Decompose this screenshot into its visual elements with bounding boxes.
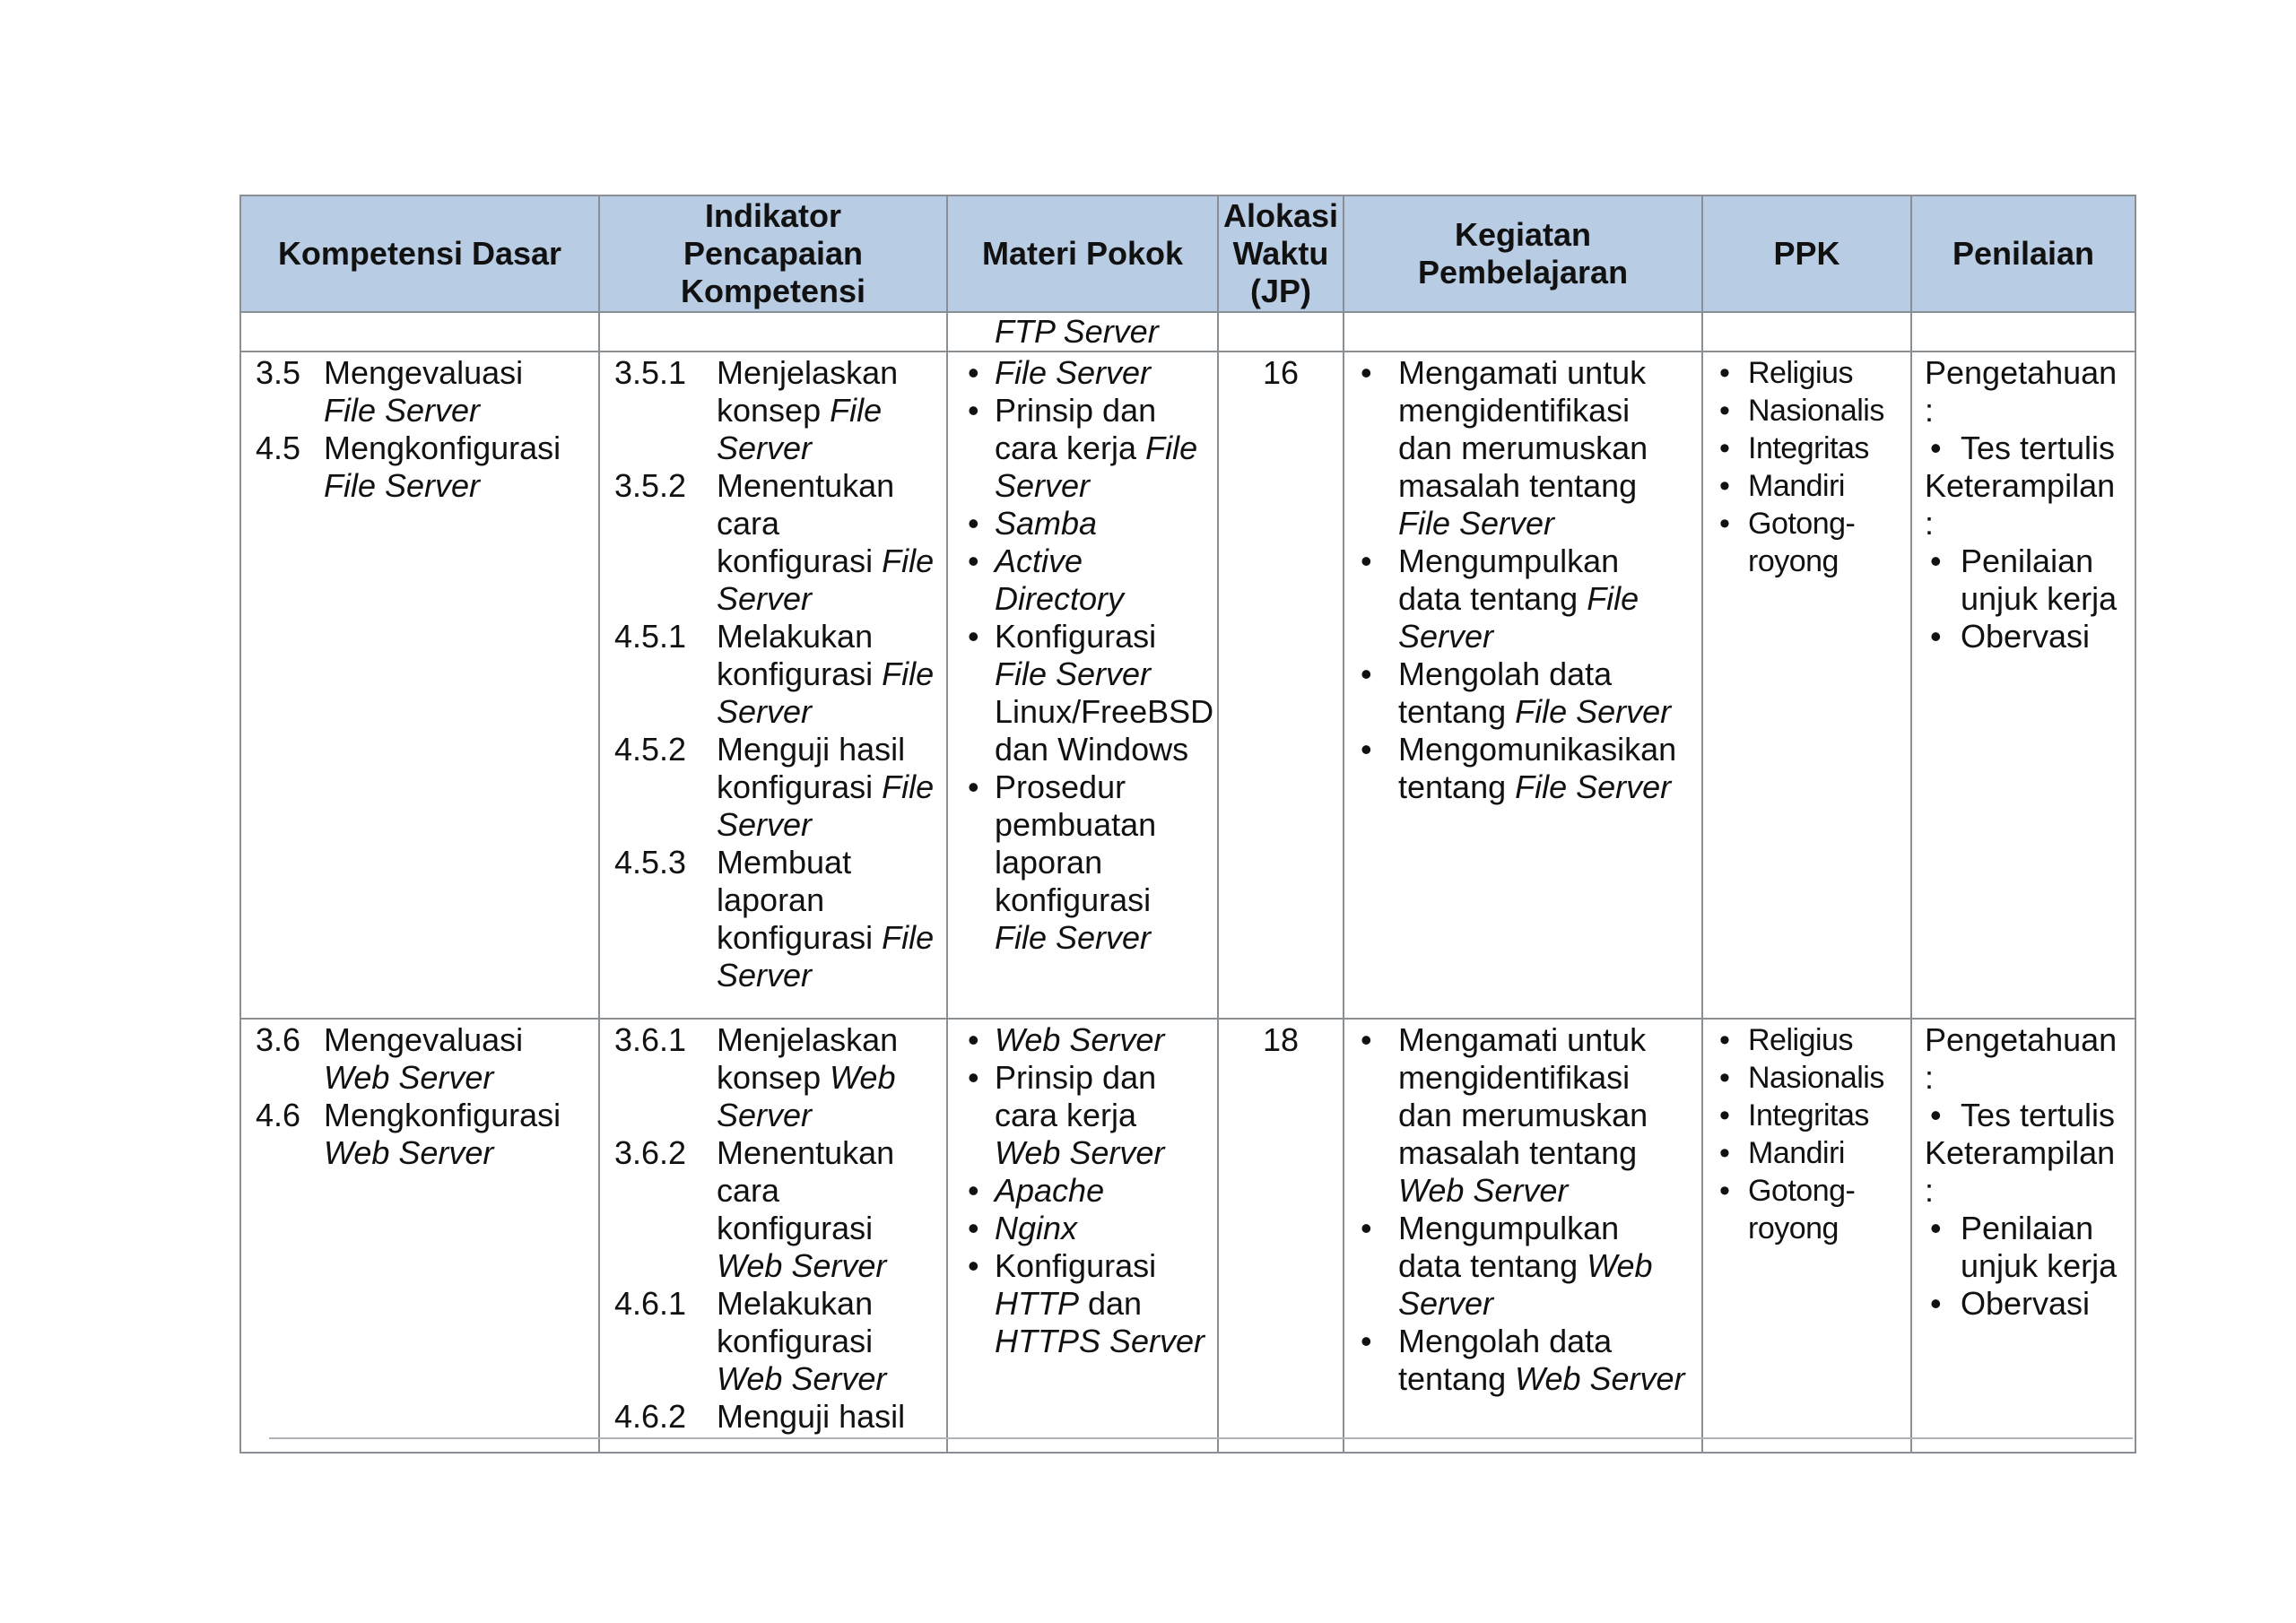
cell-ppk <box>1702 352 1911 1019</box>
penilaian-pengetahuan-label: Pengetahuan <box>1925 1021 2118 1058</box>
materi-item <box>962 1021 1206 1059</box>
syllabus-table <box>239 195 2136 1454</box>
kd-number: 3.6 <box>256 1021 301 1058</box>
indikator-desc: Menguji hasil <box>717 1398 906 1435</box>
pengetahuan-item: • Tes tertulis <box>1925 430 2124 467</box>
indikator-item <box>614 1398 935 1436</box>
ppk-item: • Gotong-royong <box>1709 505 1900 580</box>
kd-number: 3.5 <box>256 354 301 391</box>
materi-term: Active Directory <box>995 542 1125 617</box>
materi-item <box>962 542 1206 618</box>
kd-text <box>324 1021 587 1097</box>
indikator-desc: Menjelaskan konsep <box>717 354 899 429</box>
materi-desc: Konfigurasi <box>995 618 1157 655</box>
materi-desc: Prinsip dan cara kerja <box>995 1059 1157 1133</box>
indikator-desc: Menentukan cara konfigurasi <box>717 1134 895 1246</box>
indikator-text <box>717 1021 935 1134</box>
kegiatan-item <box>1355 1323 1691 1398</box>
pengetahuan-item: • Tes tertulis <box>1925 1097 2124 1134</box>
materi-term: File Server <box>995 354 1152 391</box>
materi-item <box>962 618 1214 768</box>
ppk-item: • Nasionalis <box>1709 392 1900 430</box>
continuation-cell-penilaian <box>1911 312 2135 352</box>
cell-kompetensi-dasar <box>240 1019 599 1453</box>
indikator-text <box>717 731 935 844</box>
indikator-number: 3.6.1 <box>614 1021 687 1058</box>
keterampilan-item: • Obervasi <box>1925 1285 2124 1323</box>
kd-item <box>256 354 587 430</box>
ppk-item: • Religius <box>1709 354 1900 392</box>
content-row <box>240 352 2135 1019</box>
kegiatan-item <box>1355 1021 1691 1210</box>
indikator-term: File Server <box>717 392 883 466</box>
indikator-term: File Server <box>717 919 935 994</box>
cell-alokasi-waktu <box>1218 1019 1344 1453</box>
kegiatan-item <box>1355 542 1691 655</box>
kegiatan-desc: Mengumpulkan data tentang <box>1398 542 1620 617</box>
indikator-term: File Server <box>717 768 935 843</box>
materi-desc: Prinsip dan cara kerja <box>995 392 1157 466</box>
cell-indikator <box>599 1019 947 1453</box>
kd-number: 4.5 <box>256 430 301 466</box>
kegiatan-term: Web Server <box>1398 1172 1569 1209</box>
materi-desc: Prosedur pembuatan laporan konfigurasi <box>995 768 1157 918</box>
alokasi-value: 16 <box>1262 354 1300 391</box>
kegiatan-desc: Mengamati untuk mengidentifikasi dan merumuskan masalah tentang <box>1398 1021 1648 1171</box>
materi-term: Web Server <box>995 1134 1165 1171</box>
footer-divider <box>269 1437 2133 1439</box>
content-row <box>240 1019 2135 1453</box>
materi-term: Apache <box>995 1172 1105 1209</box>
penilaian-pengetahuan-label: Pengetahuan <box>1925 354 2118 391</box>
kegiatan-item <box>1355 354 1691 542</box>
continuation-cell-ipk <box>599 312 947 352</box>
indikator-number: 3.5.2 <box>614 467 687 504</box>
continuation-materi-text: FTP Server <box>995 313 1159 350</box>
header-kegiatan: Kegiatan Pembelajaran <box>1344 195 1702 312</box>
kd-item <box>256 430 587 505</box>
materi-term: Nginx <box>995 1210 1078 1246</box>
continuation-cell-alokasi <box>1218 312 1344 352</box>
indikator-item <box>614 1285 935 1398</box>
materi-term: Web Server <box>995 1021 1165 1058</box>
penilaian-colon: : <box>1925 1172 1935 1209</box>
indikator-item <box>614 618 935 731</box>
materi-item <box>962 392 1206 505</box>
indikator-term: Web Server <box>717 1360 887 1397</box>
keterampilan-list <box>1925 542 2124 655</box>
indikator-desc: Menguji hasil konfigurasi <box>717 731 906 805</box>
kegiatan-desc: Mengolah data tentang <box>1398 1323 1613 1397</box>
materi-term: HTTP <box>995 1285 1079 1322</box>
materi-mid: dan <box>1079 1285 1143 1322</box>
indikator-item <box>614 844 935 994</box>
kd-text <box>324 354 587 430</box>
materi-list <box>962 1021 1206 1360</box>
kegiatan-list <box>1355 1021 1691 1398</box>
materi-item <box>962 1172 1206 1210</box>
penilaian-colon: : <box>1925 392 1935 429</box>
kegiatan-term: File Server <box>1515 693 1672 730</box>
kegiatan-item <box>1355 655 1691 731</box>
indikator-term: File Server <box>717 542 935 617</box>
header-alokasi-waktu: Alokasi Waktu (JP) <box>1218 195 1344 312</box>
indikator-text <box>717 467 935 618</box>
header-penilaian: Penilaian <box>1911 195 2135 312</box>
cell-kompetensi-dasar <box>240 352 599 1019</box>
ppk-list <box>1709 354 1900 580</box>
header-materi-pokok: Materi Pokok <box>947 195 1218 312</box>
indikator-item <box>614 1021 935 1134</box>
header-ppk: PPK <box>1702 195 1911 312</box>
continuation-cell-ppk <box>1702 312 1911 352</box>
indikator-item <box>614 354 935 467</box>
indikator-number: 3.5.1 <box>614 354 687 391</box>
indikator-number: 4.5.2 <box>614 731 687 768</box>
indikator-text <box>717 1134 935 1285</box>
ppk-item: • Nasionalis <box>1709 1059 1900 1097</box>
materi-item <box>962 1247 1206 1360</box>
cell-indikator <box>599 352 947 1019</box>
materi-item <box>962 1059 1206 1172</box>
indikator-term: File Server <box>717 655 935 730</box>
kd-verb: Mengevaluasi <box>324 354 524 391</box>
keterampilan-item: • Penilaian unjuk kerja <box>1925 542 2124 618</box>
kegiatan-desc: Mengolah data tentang <box>1398 655 1613 730</box>
kd-object: Web Server <box>324 1059 494 1096</box>
header-kompetensi-dasar: Kompetensi Dasar <box>240 195 599 312</box>
materi-term: File Server <box>995 655 1152 692</box>
cell-kegiatan <box>1344 1019 1702 1453</box>
materi-item <box>962 354 1206 392</box>
kd-item <box>256 1021 587 1097</box>
materi-term: Samba <box>995 505 1098 542</box>
indikator-term: Web Server <box>717 1247 887 1284</box>
ppk-item: • Religius <box>1709 1021 1900 1059</box>
indikator-number: 4.5.1 <box>614 618 687 655</box>
indikator-term: Web Server <box>717 1059 896 1133</box>
ppk-item: • Gotong-royong <box>1709 1172 1900 1247</box>
kegiatan-term: File Server <box>1398 580 1639 655</box>
materi-item <box>962 505 1206 542</box>
kd-verb: Mengevaluasi <box>324 1021 524 1058</box>
pengetahuan-list <box>1925 1097 2124 1134</box>
indikator-number: 3.6.2 <box>614 1134 687 1171</box>
indikator-number: 4.5.3 <box>614 844 687 881</box>
indikator-item <box>614 731 935 844</box>
cell-penilaian <box>1911 352 2135 1019</box>
materi-term-2: HTTPS Server <box>995 1323 1205 1359</box>
ppk-list <box>1709 1021 1900 1247</box>
continuation-cell-kegiatan <box>1344 312 1702 352</box>
ppk-item: • Mandiri <box>1709 1134 1900 1172</box>
kegiatan-term: File Server <box>1398 505 1555 542</box>
kegiatan-term: File Server <box>1515 768 1672 805</box>
materi-term: File Server <box>995 430 1198 504</box>
kd-verb: Mengkonfigurasi <box>324 1097 561 1133</box>
kd-object: Web Server <box>324 1134 494 1171</box>
indikator-desc: Melakukan konfigurasi <box>717 618 883 692</box>
indikator-text <box>717 1398 935 1436</box>
cell-penilaian <box>1911 1019 2135 1453</box>
cell-materi-pokok <box>947 352 1218 1019</box>
kd-item <box>256 1097 587 1172</box>
indikator-item <box>614 467 935 618</box>
indikator-text <box>717 844 935 994</box>
indikator-item <box>614 1134 935 1285</box>
materi-term: File Server <box>995 919 1152 956</box>
header-row <box>240 195 2135 312</box>
cell-materi-pokok <box>947 1019 1218 1453</box>
cell-alokasi-waktu <box>1218 352 1344 1019</box>
penilaian-keterampilan-label: Keterampilan <box>1925 467 2116 504</box>
materi-after: Linux/FreeBSD dan Windows <box>995 693 1214 768</box>
materi-desc: Konfigurasi <box>995 1247 1157 1284</box>
ppk-item: • Integritas <box>1709 1097 1900 1134</box>
penilaian-colon: : <box>1925 505 1935 542</box>
cell-kegiatan <box>1344 352 1702 1019</box>
indikator-text <box>717 354 935 467</box>
materi-list <box>962 354 1214 957</box>
penilaian-colon: : <box>1925 1059 1935 1096</box>
indikator-desc: Membuat laporan konfigurasi <box>717 844 883 956</box>
kegiatan-list <box>1355 354 1691 806</box>
ppk-item: • Integritas <box>1709 430 1900 467</box>
keterampilan-item: • Obervasi <box>1925 618 2124 655</box>
header-indikator: Indikator Pencapaian Kompetensi <box>599 195 947 312</box>
indikator-number: 4.6.2 <box>614 1398 687 1435</box>
continuation-cell-kd <box>240 312 599 352</box>
kegiatan-term: Web Server <box>1398 1247 1653 1322</box>
kegiatan-desc: Mengumpulkan data tentang <box>1398 1210 1620 1284</box>
pengetahuan-list <box>1925 430 2124 467</box>
kegiatan-desc: Mengomunikasikan tentang <box>1398 731 1677 805</box>
alokasi-value: 18 <box>1262 1021 1300 1058</box>
cell-ppk <box>1702 1019 1911 1453</box>
kd-text <box>324 430 587 505</box>
kd-verb: Mengkonfigurasi <box>324 430 561 466</box>
kd-object: File Server <box>324 467 481 504</box>
kd-text <box>324 1097 587 1172</box>
continuation-cell-materi <box>947 312 1218 352</box>
materi-item <box>962 1210 1206 1247</box>
continuation-row <box>240 312 2135 352</box>
kd-object: File Server <box>324 392 481 429</box>
keterampilan-list <box>1925 1210 2124 1323</box>
indikator-number: 4.6.1 <box>614 1285 687 1322</box>
kd-number: 4.6 <box>256 1097 301 1133</box>
penilaian-keterampilan-label: Keterampilan <box>1925 1134 2116 1171</box>
indikator-desc: Melakukan konfigurasi <box>717 1285 874 1359</box>
indikator-text <box>717 1285 935 1398</box>
ppk-item: • Mandiri <box>1709 467 1900 505</box>
materi-item <box>962 768 1206 957</box>
indikator-desc: Menentukan cara konfigurasi <box>717 467 895 579</box>
keterampilan-item: • Penilaian unjuk kerja <box>1925 1210 2124 1285</box>
kegiatan-term: Web Server <box>1515 1360 1685 1397</box>
indikator-text <box>717 618 935 731</box>
kegiatan-item <box>1355 1210 1691 1323</box>
kegiatan-desc: Mengamati untuk mengidentifikasi dan merumuskan masalah tentang <box>1398 354 1648 504</box>
kegiatan-item <box>1355 731 1691 806</box>
indikator-desc: Menjelaskan konsep <box>717 1021 899 1096</box>
